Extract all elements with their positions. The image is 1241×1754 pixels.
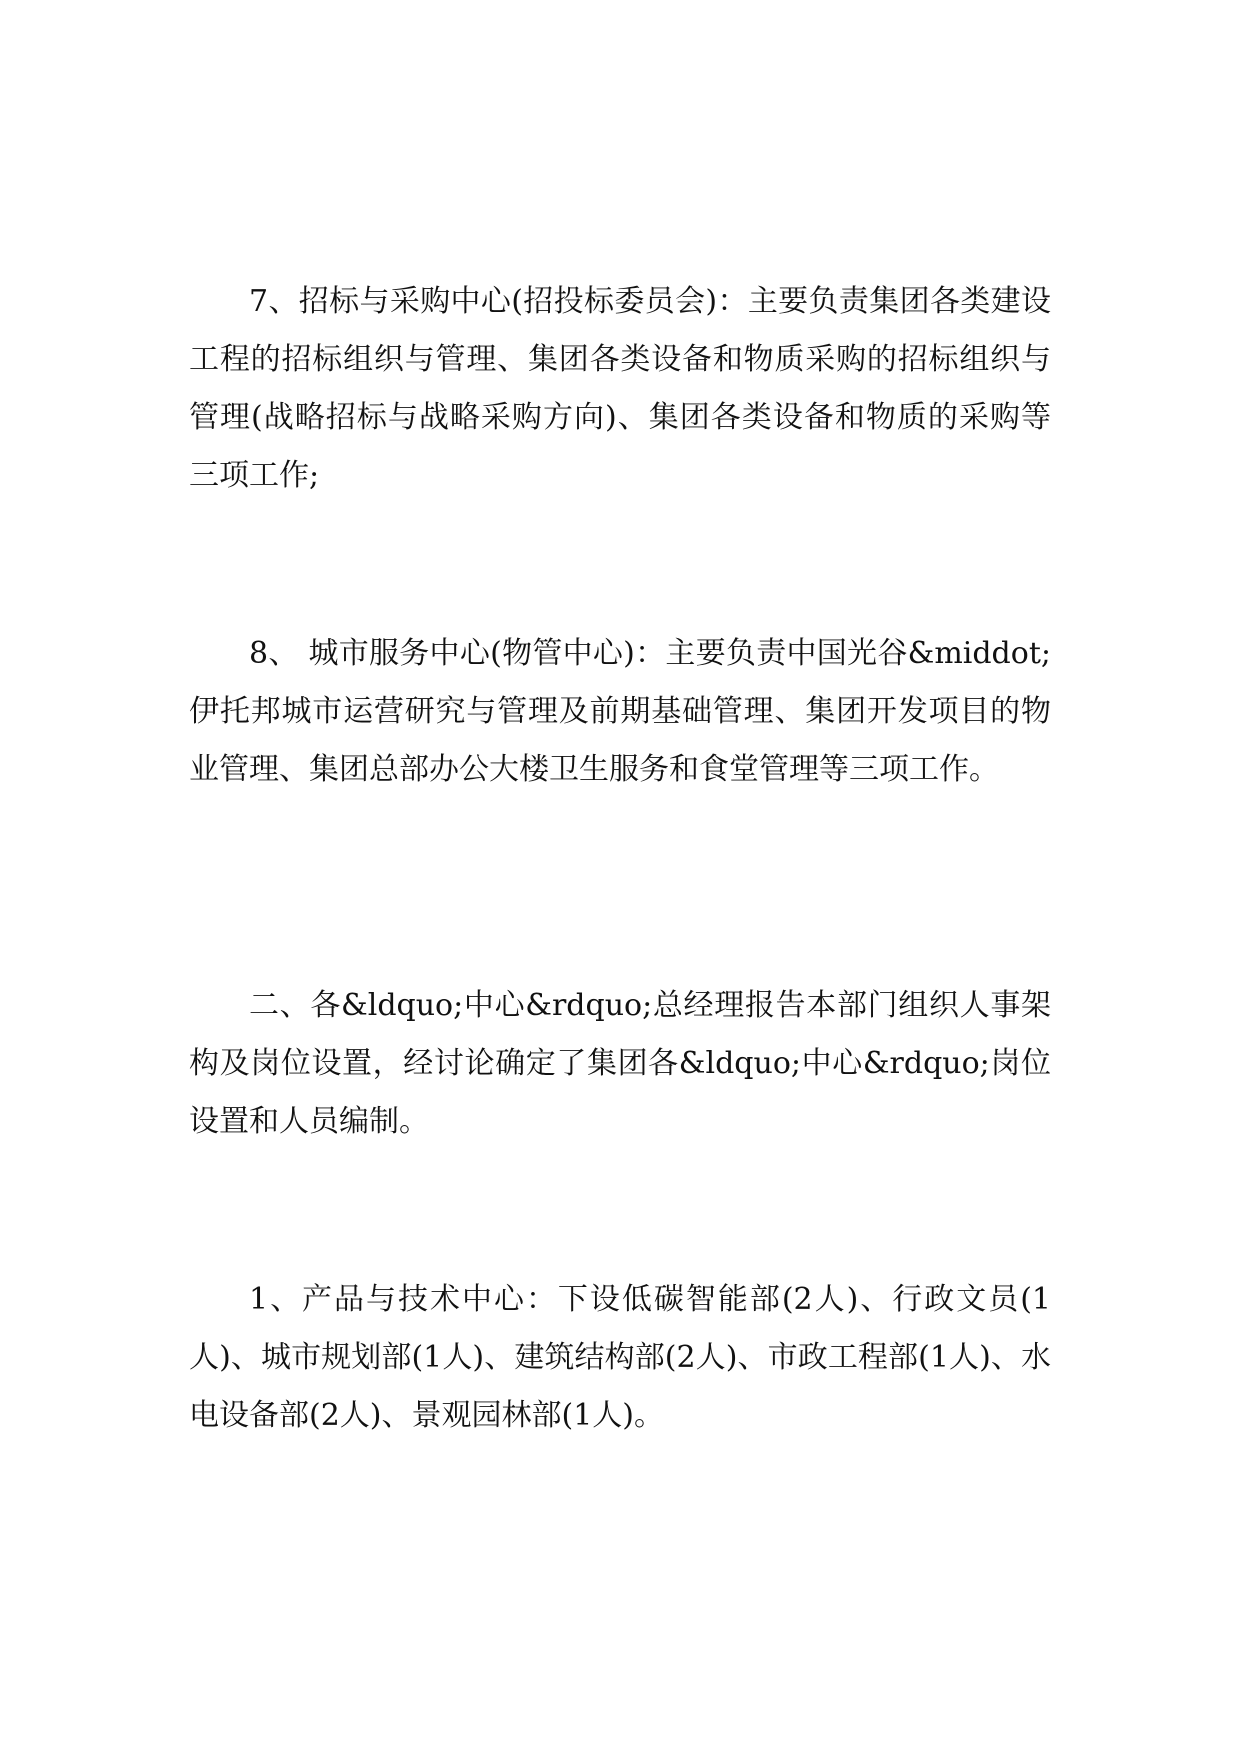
paragraph-product-tech-center: 1、产品与技术中心：下设低碳智能部(2人)、行政文员(1人)、城市规划部(1人)、建筑结构部(2人)、市政工程部(1人)、水电设备部(2人)、景观园林部(1人)。 bbox=[189, 1282, 1051, 1433]
paragraph-staffing-report: 二、各&ldquo;中心&rdquo;总经理报告本部门组织人事架构及岗位设置，经讨论确定了集团各&ldquo;中心&rdquo;岗位设置和人员编制。 bbox=[189, 988, 1051, 1139]
paragraph-procurement-center: 7、招标与采购中心(招投标委员会)：主要负责集团各类建设工程的招标组织与管理、集团各类设备和物质采购的招标组织与管理(战略招标与战略采购方向)、集团各类设备和物质的采购等三项工作; bbox=[189, 284, 1051, 493]
paragraph-city-service-center: 8、 城市服务中心(物管中心)：主要负责中国光谷&middot;伊托邦城市运营研究与管理及前期基础管理、集团开发项目的物业管理、集团总部办公大楼卫生服务和食堂管理等三项工作。 bbox=[189, 636, 1051, 787]
